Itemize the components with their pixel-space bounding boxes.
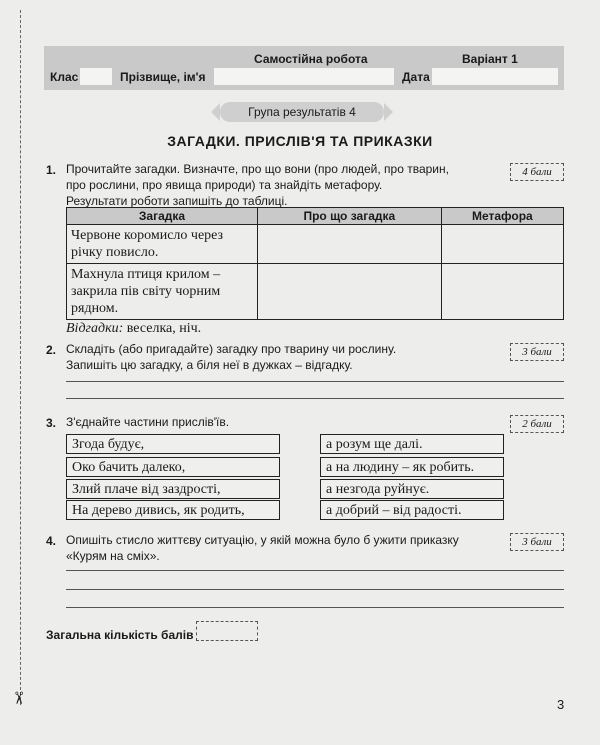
task-1-text: Прочитайте загадки. Визначте, про що вони (про людей, про тварин, про рослини, про явища природи) та знайдіть метафору. Результати роботи запишіть до таблиці. [66,162,449,208]
task-2-number: 2. [46,343,57,357]
about-cell[interactable] [258,264,442,320]
proverb-end[interactable]: а добрий – від радості. [320,500,504,520]
class-label: Клас [50,70,79,84]
metaphor-cell[interactable] [441,225,563,264]
date-field[interactable] [432,68,558,85]
name-label: Прізвище, ім'я [120,70,206,84]
riddles-table [66,207,564,320]
proverb-end[interactable]: а розум ще далі. [320,434,504,454]
task-2-text: Складіть (або пригадайте) загадку про тварину чи рослину. Запишіть цю загадку, а біля неї в дужках – відгадку. [66,342,397,372]
col-metaphor: Метафора [441,208,563,225]
writing-line[interactable] [66,398,564,399]
cut-line [20,10,21,705]
task-4-number: 4. [46,534,57,548]
table-row [67,264,564,320]
name-field[interactable] [214,68,394,85]
group-badge: Група результатів 4 [220,102,384,122]
proverb-start[interactable]: Око бачить далеко, [66,457,280,477]
task-4-score: 3 бали [510,533,564,551]
writing-line[interactable] [66,381,564,382]
col-riddle: Загадка [67,208,258,225]
writing-line[interactable] [66,570,564,571]
header-title: Самостійна робота [254,52,368,66]
table-row [67,225,564,264]
page-title: ЗАГАДКИ. ПРИСЛІВ'Я ТА ПРИКАЗКИ [167,133,433,149]
proverb-start[interactable]: На дерево дивись, як родить, [66,500,280,520]
header-bar [44,46,564,90]
task-1-number: 1. [46,163,57,177]
proverb-start[interactable]: Згода будує, [66,434,280,454]
writing-line[interactable] [66,589,564,590]
metaphor-cell[interactable] [441,264,563,320]
page-number: 3 [557,697,565,712]
writing-line[interactable] [66,607,564,608]
riddle-cell: Червоне коромисло через річку повисло. [67,225,258,264]
col-about: Про що загадка [258,208,442,225]
header-variant: Варіант 1 [462,52,518,66]
task-3-text: З'єднайте частини прислів'їв. [66,415,230,429]
proverb-end[interactable]: а на людину – як робить. [320,457,504,477]
date-label: Дата [402,70,430,84]
task-3-score: 2 бали [510,415,564,433]
total-score-field[interactable] [196,621,258,641]
proverb-end[interactable]: а незгода руйнує. [320,479,504,499]
task-1-score: 4 бали [510,163,564,181]
task-2-score: 3 бали [510,343,564,361]
table-header-row [67,208,564,225]
task-3-number: 3. [46,416,57,430]
task-4-text: Опишіть стисло життєву ситуацію, у якій можна було б ужити приказку «Курям на сміх». [66,533,459,563]
answer-line: Відгадки: веселка, ніч. [66,321,202,336]
total-score-label: Загальна кількість балів [46,628,194,642]
class-field[interactable] [80,68,112,85]
riddle-cell: Махнула птиця крилом – закрила пів світу чорним рядном. [67,264,258,320]
about-cell[interactable] [258,225,442,264]
proverb-start[interactable]: Злий плаче від заздрості, [66,479,280,499]
scissors-icon: ✂ [9,690,29,706]
